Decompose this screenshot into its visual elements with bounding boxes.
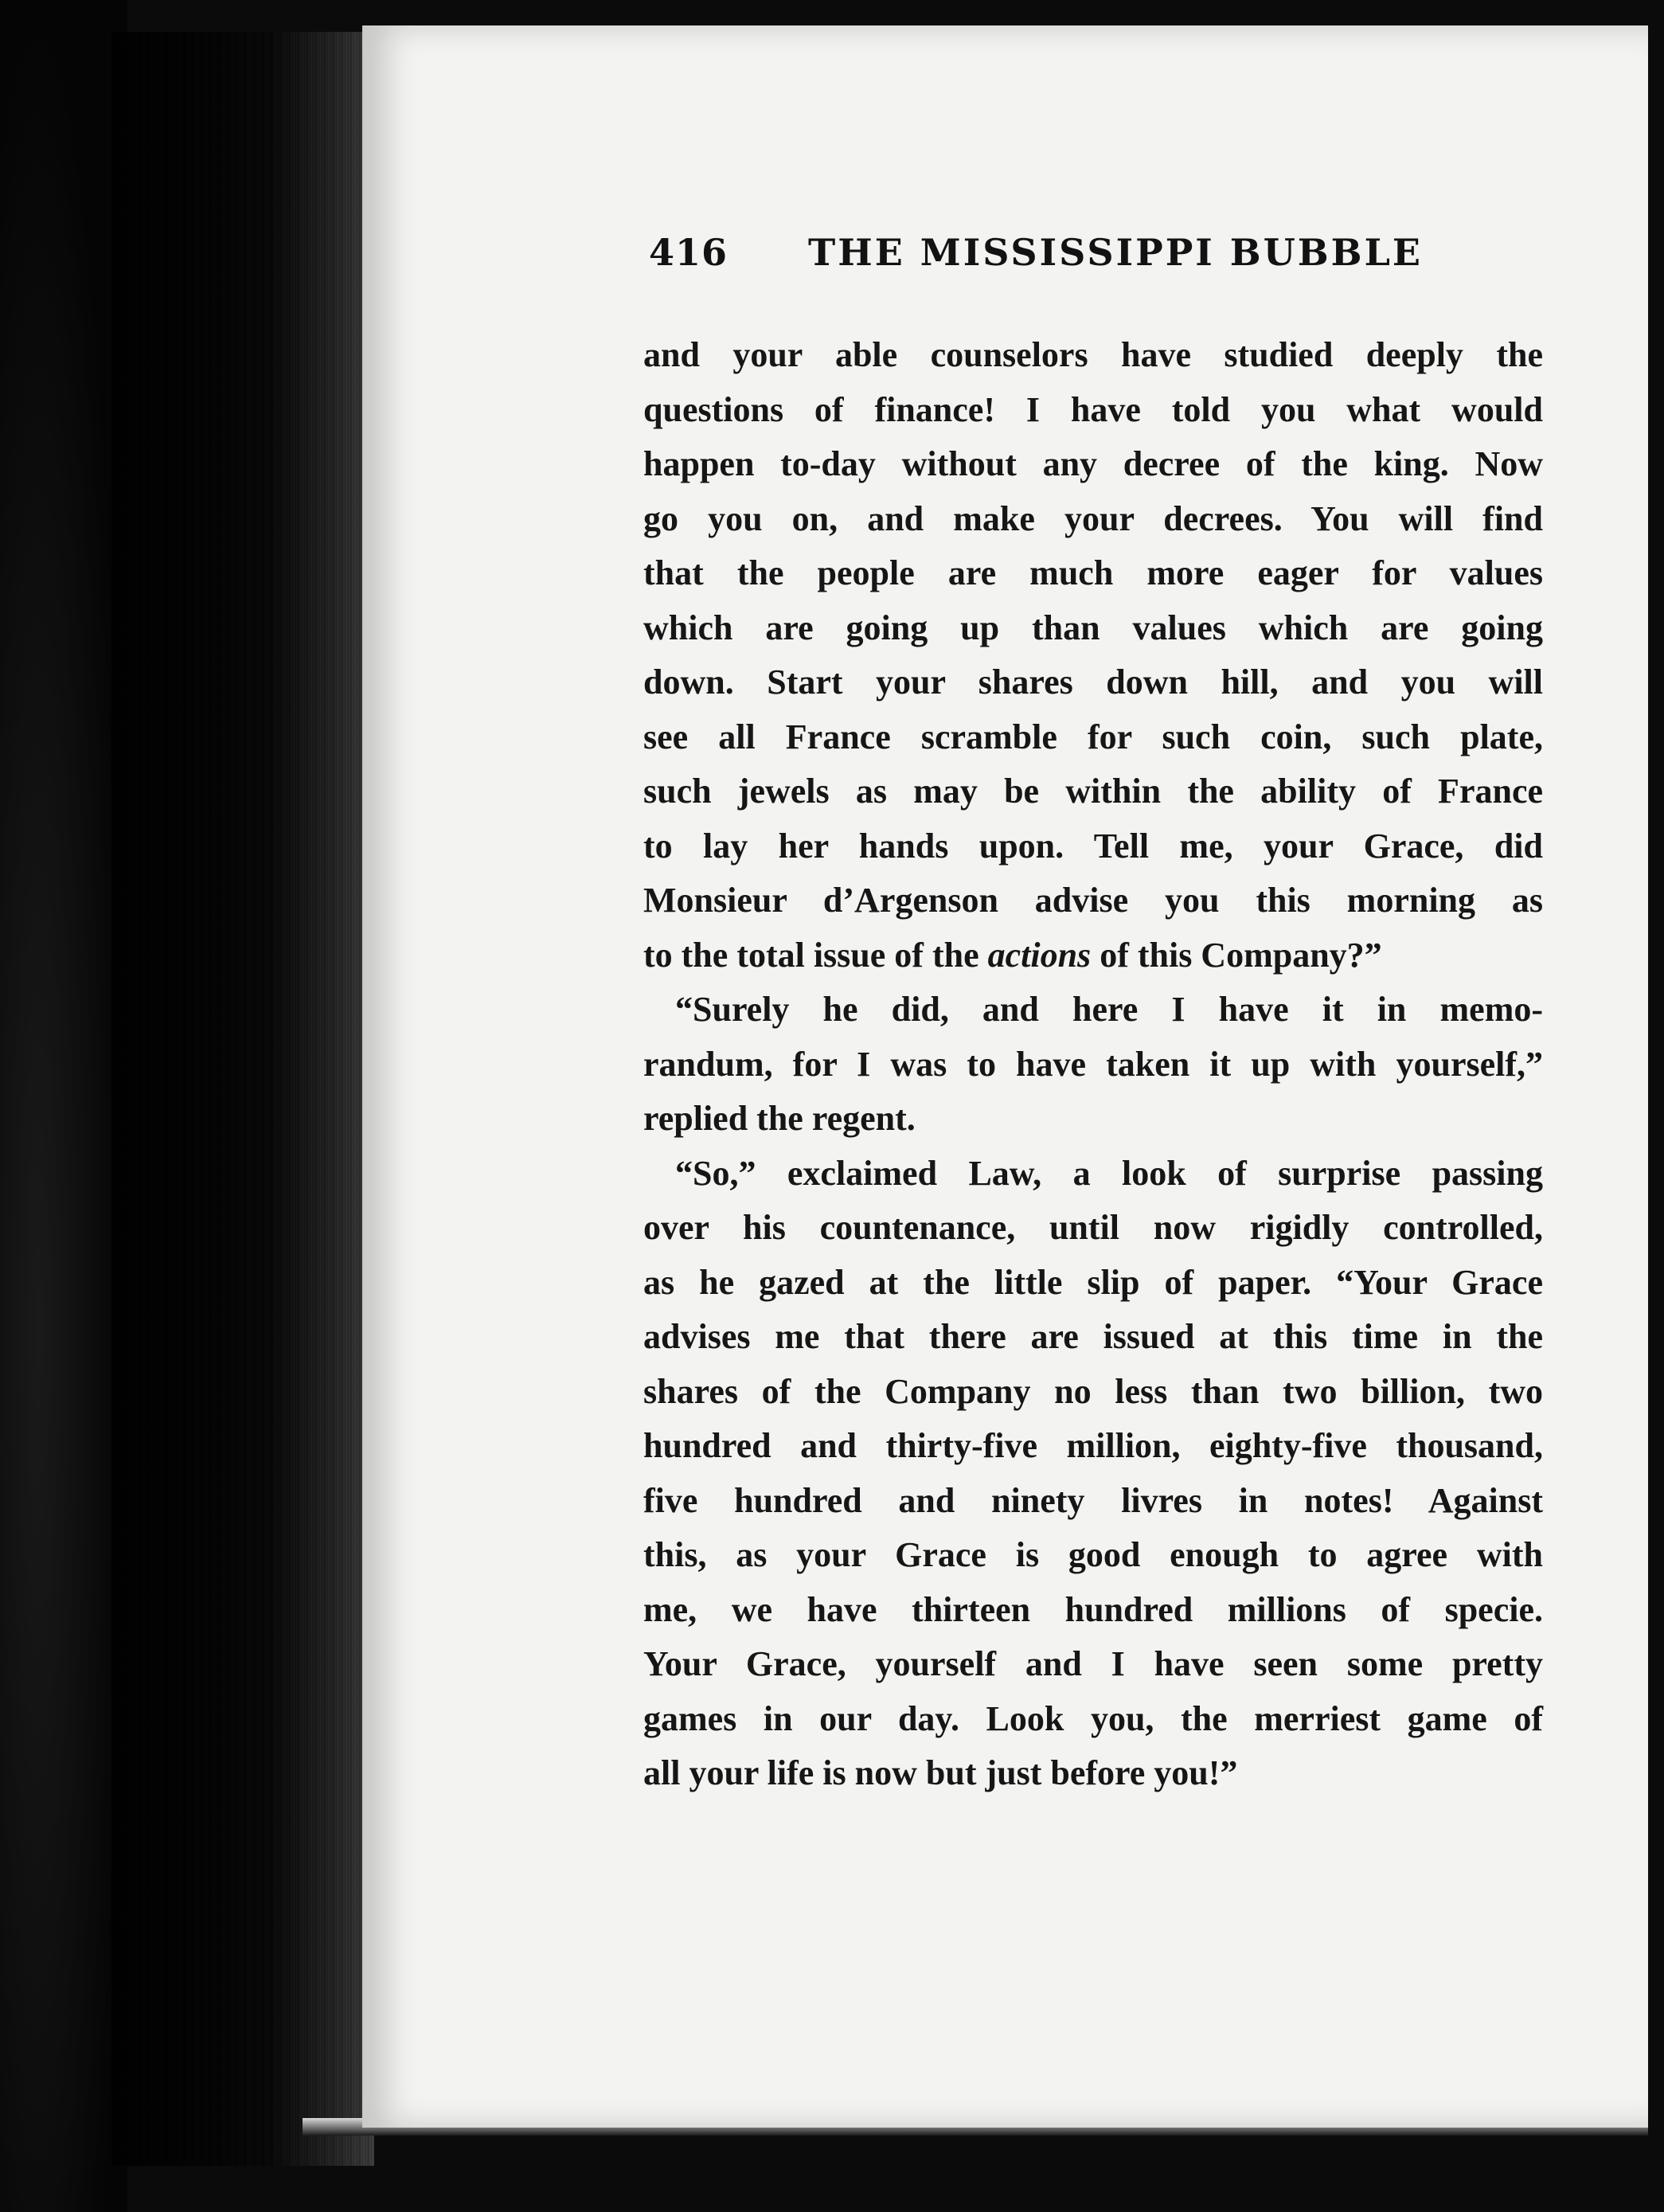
text-line: this, as your Grace is good enough to agree with [643, 1535, 1543, 1574]
running-head: THE MISSISSIPPI BUBBLE [808, 231, 1423, 274]
text-line: Monsieur d’Argenson advise you this morning as [643, 881, 1543, 920]
italic-word: actions [987, 935, 1092, 975]
text-line: shares of the Company no less than two billion, two [643, 1371, 1543, 1411]
text-line: all your life is now but just before you!” [643, 1753, 1238, 1792]
text-line: over his countenance, until now rigidly controlled, [643, 1208, 1543, 1247]
text-line: questions of finance! I have told you what would [643, 389, 1543, 429]
text-line: hundred and thirty-five million, eighty-five thousand, [643, 1426, 1543, 1465]
text-line: to the total issue of the actions of this Company?” [643, 935, 1382, 975]
text-line: “So,” exclaimed Law, a look of surprise passing [675, 1153, 1543, 1193]
text-line: as he gazed at the little slip of paper. “Your Grace [643, 1262, 1543, 1302]
paragraph [643, 983, 1543, 1147]
page-number: 416 [649, 231, 728, 274]
text-line: games in our day. Look you, the merriest game of [643, 1698, 1543, 1738]
background-dark [0, 0, 127, 2212]
page-header [649, 231, 1423, 287]
text-line: see all France scramble for such coin, such plate, [643, 717, 1543, 756]
body-text [643, 328, 1543, 1801]
text-line: happen to-day without any decree of the king. Now [643, 444, 1543, 483]
paragraph [643, 1147, 1543, 1801]
text-line: and your able counselors have studied deeply the [643, 335, 1543, 374]
text-line: five hundred and ninety livres in notes! Against [643, 1480, 1543, 1520]
text-line: such jewels as may be within the ability of France [643, 772, 1543, 811]
text-line: go you on, and make your decrees. You will find [643, 498, 1543, 538]
text-line: Your Grace, yourself and I have seen some pretty [643, 1644, 1543, 1683]
paragraph [643, 328, 1543, 983]
text-line: “Surely he did, and here I have it in memo- [675, 990, 1543, 1029]
text-line: advises me that there are issued at this time in the [643, 1317, 1543, 1356]
text-line: replied the regent. [643, 1099, 916, 1138]
book-page-edges [111, 32, 374, 2166]
text-line: to lay her hands upon. Tell me, your Grace, did [643, 826, 1543, 866]
text-line: me, we have thirteen hundred millions of specie. [643, 1589, 1543, 1629]
text-line: down. Start your shares down hill, and you will [643, 662, 1543, 702]
text-line: randum, for I was to have taken it up with yourself,” [643, 1044, 1543, 1084]
text-line: that the people are much more eager for values [643, 553, 1543, 592]
text-line: which are going up than values which are going [643, 608, 1543, 647]
